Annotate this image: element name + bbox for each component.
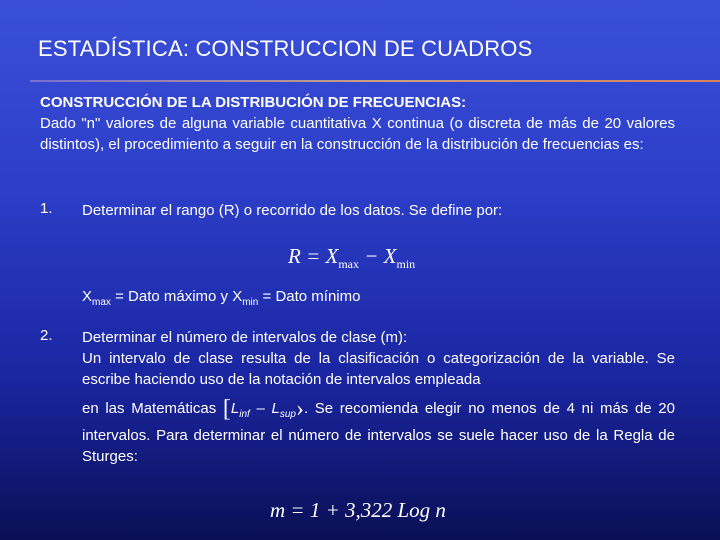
step-2-text	[82, 327, 675, 467]
interval-close-bracket: ›	[295, 396, 304, 422]
range-formula	[288, 244, 415, 272]
xmax-sub: max	[92, 297, 111, 308]
xmin-def: = Dato mínimo	[258, 288, 361, 305]
l-sup-sub: sup	[279, 409, 296, 420]
sturges-formula: m = 1 + 3,322 Log n	[270, 498, 446, 522]
range-definitions	[82, 286, 675, 313]
xmax-def: = Dato máximo y X	[110, 288, 243, 305]
xmax-symbol: X	[82, 288, 93, 305]
range-formula-lhs: R = X	[288, 244, 339, 268]
step-2-line2: Un intervalo de clase resulta de la clasificación o categorización de la variable. Se escribe haciendo uso de la notación de intervalos empleada	[82, 350, 675, 388]
step-2-line3	[82, 398, 675, 467]
intro-block	[40, 92, 675, 155]
interval-dash: –	[249, 400, 272, 417]
intro-text: Dado "n" valores de alguna variable cuantitativa X continua (o discreta de más de 20 valores distintos), el procedimiento a seguir en la construcción de la distribución de frecuencias es:	[40, 115, 675, 153]
l-inf: L	[230, 400, 240, 417]
range-formula-sub-min: min	[396, 257, 416, 272]
xmin-sub: min	[242, 297, 259, 308]
title-divider	[30, 80, 720, 82]
step-1-number: 1.	[40, 200, 53, 217]
interval-open-bracket: [	[222, 396, 231, 422]
section-heading: CONSTRUCCIÓN DE LA DISTRIBUCIÓN DE FRECUENCIAS:	[40, 94, 467, 111]
step-1-text: Determinar el rango (R) o recorrido de los datos. Se define por:	[82, 202, 503, 219]
step-2-line3-post: . Se recomienda elegir no menos de 4 ni más de 20 intervalos. Para determinar el número de intervalos se suele hacer uso de la Regla de Sturges:	[82, 400, 675, 465]
range-formula-mid: − X	[359, 244, 397, 268]
step-2-line1: Determinar el número de intervalos de clase (m):	[82, 329, 408, 346]
step-2-line3-pre: en las Matemáticas	[82, 400, 223, 417]
slide-title: ESTADÍSTICA: CONSTRUCCION DE CUADROS	[38, 36, 533, 61]
step-2-number: 2.	[40, 327, 53, 344]
l-inf-sub: inf	[239, 409, 250, 420]
range-formula-sub-max: max	[338, 257, 359, 272]
l-sup: L	[271, 400, 280, 417]
